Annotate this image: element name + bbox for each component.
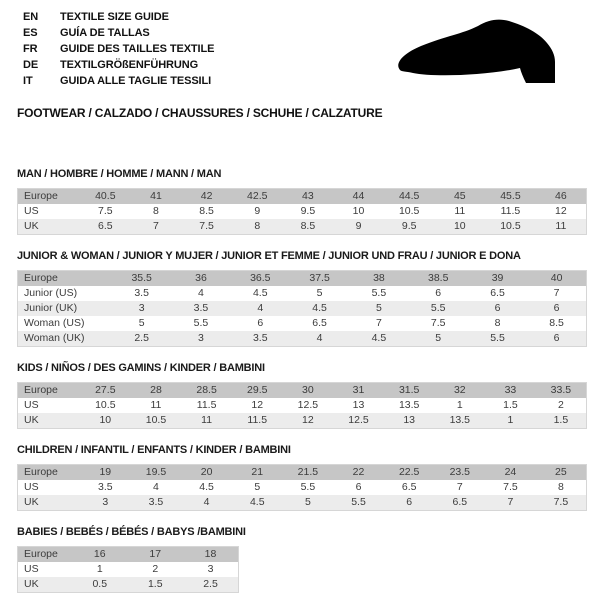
size-cell: 2 [557,399,564,411]
size-cell: 12 [251,399,264,411]
size-cell: 6 [257,317,264,329]
size-section [17,362,587,429]
size-cell: 21.5 [297,466,319,478]
size-cell: 41 [150,190,162,202]
size-cell: 6 [355,481,362,493]
size-cell: 4.5 [312,302,327,314]
size-cell: 25 [555,466,567,478]
size-cell: 12 [302,414,314,426]
size-cell: 45 [453,190,466,202]
size-row [18,480,587,495]
language-label: GUIDA ALLE TAGLIE TESSILI [60,75,212,87]
size-cell: 5 [254,481,261,493]
size-cell: 6.5 [452,496,468,508]
row-label: Europe [24,190,58,202]
size-cell: 4.5 [199,481,214,493]
size-header-row [18,383,587,399]
size-cell: 7.5 [553,496,569,508]
row-label: UK [24,414,39,426]
size-cell: 10 [99,414,112,426]
size-cell: 7.5 [430,317,446,329]
size-cell: 4 [198,287,204,299]
size-cell: 18 [204,548,217,560]
size-cell: 4 [153,481,159,493]
size-cell: 8.5 [300,220,316,232]
row-label: US [24,563,39,575]
size-table [17,270,587,347]
size-cell: 37.5 [309,272,330,284]
size-cell: 16 [93,548,106,560]
size-cell: 2 [152,563,159,575]
size-cell: 38.5 [428,272,449,284]
row-label: Woman (UK) [24,332,85,344]
row-label: UK [24,220,39,232]
size-cell: 5.5 [430,302,446,314]
size-cell: 7 [507,496,514,508]
size-row [18,316,587,331]
size-cell: 39 [491,272,504,284]
size-header-row [18,271,587,287]
size-cell: 7.5 [98,205,113,217]
size-cell: 19 [99,466,112,478]
size-row [18,301,587,316]
size-cell: 13 [403,414,415,426]
language-label: TEXTILE SIZE GUIDE [60,11,169,23]
size-cell: 1 [507,414,514,426]
size-cell: 9.5 [401,220,417,232]
size-cell: 5.5 [351,496,366,508]
size-cell: 44 [352,190,365,202]
size-cell: 28.5 [196,384,217,396]
language-row [23,57,214,73]
size-cell: 7.5 [199,220,214,232]
size-cell: 42.5 [247,190,268,202]
size-cell: 5 [304,496,311,508]
size-cell: 23.5 [449,466,471,478]
size-cell: 7 [456,481,463,493]
size-cell: 31.5 [398,384,420,396]
size-cell: 8 [557,481,564,493]
section-title: KIDS / NIÑOS / DES GAMINS / KINDER / BAMBINI [17,362,265,374]
size-cell: 4.5 [371,332,387,344]
size-cell: 6 [494,302,501,314]
size-cell: 29.5 [247,384,268,396]
size-sections [17,168,587,608]
size-cell: 7 [375,317,382,329]
size-row [18,577,239,593]
size-cell: 31 [352,384,365,396]
section-title: MAN / HOMBRE / HOMME / MANN / MAN [17,168,222,180]
size-cell: 10.5 [398,205,420,217]
size-cell: 7.5 [503,481,518,493]
size-cell: 4.5 [249,496,265,508]
size-cell: 10.5 [95,399,116,411]
size-cell: 6.5 [312,317,327,329]
row-label: Junior (UK) [24,302,78,314]
size-header-row [18,465,587,481]
language-code: ES [23,27,38,39]
size-cell: 10.5 [500,220,521,232]
size-cell: 21 [251,466,264,478]
row-label: Junior (US) [24,287,78,299]
size-cell: 6.5 [490,287,505,299]
size-cell: 11.5 [196,399,217,411]
size-cell: 7 [153,220,159,232]
size-cell: 20 [200,466,213,478]
size-cell: 11.5 [500,205,521,217]
size-cell: 5 [316,287,323,299]
size-cell: 9.5 [300,205,316,217]
size-cell: 11.5 [247,414,268,426]
size-cell: 5.5 [371,287,387,299]
size-cell: 4 [316,332,323,344]
size-cell: 2.5 [134,332,149,344]
size-cell: 12.5 [297,399,319,411]
section-title: BABIES / BEBÉS / BÉBÉS / BABYS /BAMBINI [17,526,246,538]
size-cell: 46 [555,190,567,202]
dress-shoe-icon [390,14,572,98]
size-cell: 3.5 [148,496,164,508]
size-cell: 42 [200,190,213,202]
size-cell: 7 [553,287,560,299]
size-cell: 44.5 [398,190,420,202]
size-cell: 33 [504,384,517,396]
row-label: US [24,205,39,217]
section-title: CHILDREN / INFANTIL / ENFANTS / KINDER / BAMBINI [17,444,291,456]
size-row [18,286,587,301]
size-cell: 28 [150,384,162,396]
language-row [23,41,214,57]
size-cell: 11 [150,399,162,411]
size-cell: 17 [149,548,162,560]
size-section [17,250,587,347]
size-row [18,495,587,511]
row-label: Woman (US) [24,317,85,329]
size-cell: 1.5 [553,414,569,426]
size-row [18,204,587,219]
size-cell: 3 [102,496,109,508]
size-cell: 19.5 [145,466,167,478]
size-cell: 1.5 [147,578,163,590]
size-table [17,464,587,511]
language-row [23,25,214,41]
size-cell: 4 [257,302,264,314]
size-cell: 3.5 [98,481,113,493]
size-section [17,444,587,511]
size-row [18,331,587,347]
size-cell: 0.5 [92,578,108,590]
size-cell: 22.5 [398,466,420,478]
size-row [18,398,587,413]
size-cell: 9 [254,205,261,217]
row-label: Europe [24,548,58,560]
language-code: EN [23,11,39,23]
size-cell: 13.5 [398,399,420,411]
size-cell: 5 [435,332,442,344]
row-label: Europe [24,384,58,396]
size-cell: 6 [435,287,442,299]
size-section [17,168,587,235]
size-cell: 8 [153,205,159,217]
category-title: FOOTWEAR / CALZADO / CHAUSSURES / SCHUHE / CALZATURE [17,106,383,120]
size-cell: 5 [138,317,145,329]
language-label: TEXTILGRÖßENFÜHRUNG [60,59,199,71]
size-cell: 22 [352,466,365,478]
size-cell: 2.5 [203,578,218,590]
size-cell: 38 [373,272,385,284]
size-cell: 30 [302,384,314,396]
language-code: FR [23,43,38,55]
size-row [18,562,239,577]
size-cell: 13 [352,399,365,411]
language-row [23,73,214,89]
size-row [18,219,587,235]
size-cell: 5.5 [193,317,209,329]
size-cell: 10.5 [145,414,167,426]
language-code: IT [23,75,33,87]
row-label: US [24,481,39,493]
size-cell: 3.5 [134,287,149,299]
language-row [23,9,214,25]
size-cell: 6 [406,496,413,508]
language-code: DE [23,59,39,71]
size-cell: 1 [456,399,463,411]
size-cell: 3 [207,563,214,575]
size-cell: 4 [203,496,210,508]
size-cell: 11 [201,414,213,426]
language-label: GUÍA DE TALLAS [60,27,150,39]
size-cell: 5.5 [490,332,505,344]
size-cell: 5 [375,302,382,314]
size-cell: 6.5 [98,220,113,232]
size-cell: 12 [555,205,567,217]
size-cell: 11 [555,220,567,232]
row-label: Europe [24,272,58,284]
size-cell: 11 [454,205,466,217]
size-cell: 3 [198,332,204,344]
size-cell: 9 [355,220,362,232]
size-cell: 1 [96,563,103,575]
size-cell: 12.5 [348,414,369,426]
size-cell: 40.5 [95,190,116,202]
size-cell: 6.5 [401,481,417,493]
size-table [17,188,587,235]
row-label: US [24,399,39,411]
size-row [18,413,587,429]
size-cell: 6 [553,332,560,344]
size-cell: 5.5 [300,481,316,493]
size-cell: 27.5 [95,384,116,396]
size-cell: 6 [553,302,560,314]
size-section [17,526,587,593]
size-cell: 36.5 [250,272,271,284]
size-table [17,382,587,429]
row-label: UK [24,496,39,508]
size-header-row [18,547,239,563]
size-cell: 24 [504,466,517,478]
size-cell: 3.5 [193,302,209,314]
size-table [17,546,239,593]
size-cell: 36 [195,272,207,284]
language-header [23,9,214,89]
size-cell: 40 [550,272,563,284]
language-label: GUIDE DES TAILLES TEXTILE [60,43,215,55]
size-cell: 8.5 [549,317,564,329]
size-header-row [18,189,587,205]
size-cell: 3.5 [252,332,268,344]
row-label: Europe [24,466,58,478]
size-cell: 10 [453,220,466,232]
size-cell: 8 [494,317,501,329]
size-cell: 35.5 [131,272,152,284]
size-cell: 43 [302,190,314,202]
size-cell: 8.5 [199,205,214,217]
size-cell: 32 [453,384,466,396]
size-cell: 10 [352,205,365,217]
row-label: UK [24,578,39,590]
size-cell: 33.5 [550,384,572,396]
section-title: JUNIOR & WOMAN / JUNIOR Y MUJER / JUNIOR ET FEMME / JUNIOR UND FRAU / JUNIOR E DONA [17,250,521,262]
size-cell: 45.5 [500,190,521,202]
size-cell: 8 [254,220,261,232]
size-cell: 4.5 [252,287,268,299]
size-cell: 1.5 [503,399,518,411]
size-cell: 13.5 [449,414,471,426]
size-cell: 3 [138,302,145,314]
